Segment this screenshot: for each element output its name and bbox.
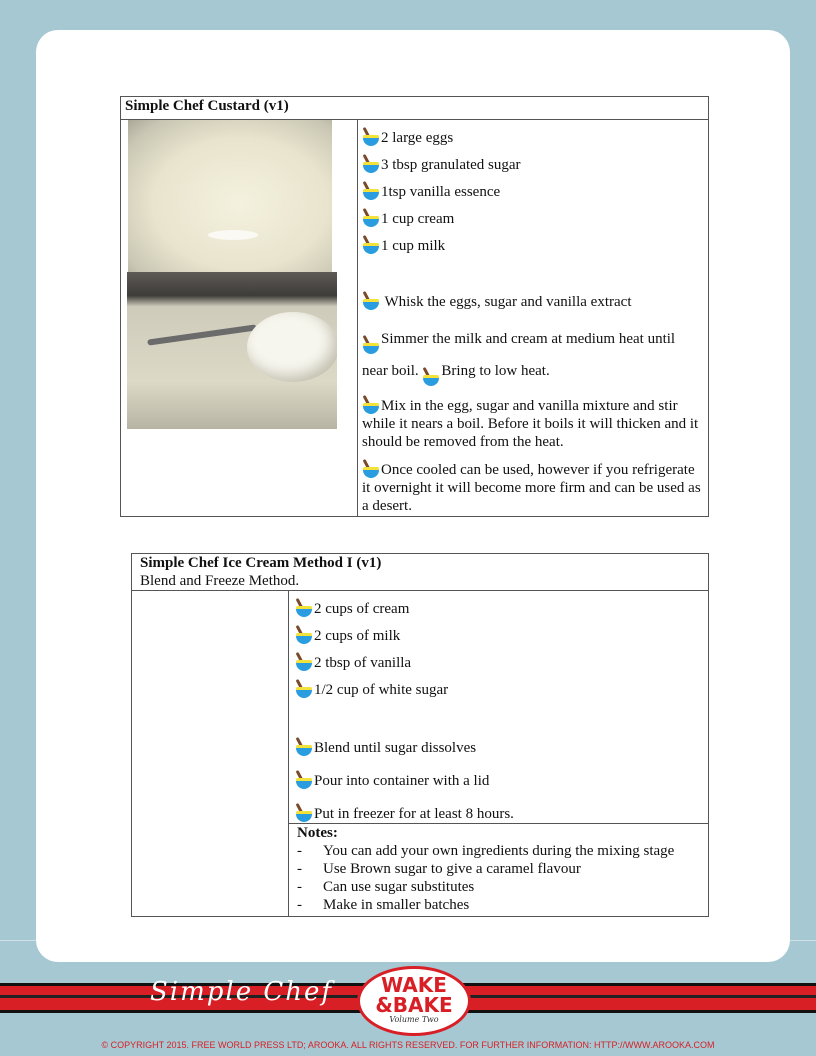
ingredient-item: 3 tbsp granulated sugar (362, 147, 704, 174)
mixing-bowl-icon (362, 154, 380, 174)
divider-left (0, 940, 36, 941)
mixing-bowl-icon (295, 803, 313, 823)
ingredient-item: 1 cup milk (362, 228, 704, 255)
copyright-notice: © COPYRIGHT 2015. FREE WORLD PRESS LTD; AROOKA. ALL RIGHTS RESERVED. FOR FURTHER INFORMATION: HTTP://WWW.AROOKA.COM (101, 1040, 715, 1050)
note-item: - Use Brown sugar to give a caramel flavour (297, 861, 581, 877)
mixing-bowl-icon (362, 127, 380, 147)
mixing-bowl-icon (295, 737, 313, 757)
mixing-bowl-icon (362, 291, 380, 311)
ice-cream-subtitle: Blend and Freeze Method. (140, 573, 300, 589)
custard-content-cell (358, 120, 709, 517)
mixing-bowl-icon (362, 208, 380, 228)
notes-label: Notes: (297, 825, 338, 841)
ingredient-item: 1/2 cup of white sugar (295, 672, 704, 699)
mixing-bowl-icon (295, 598, 313, 618)
mixing-bowl-icon (362, 459, 380, 479)
ingredient-item: 2 cups of milk (295, 618, 704, 645)
mixing-bowl-icon (295, 652, 313, 672)
mixing-bowl-icon (295, 679, 313, 699)
ice-cream-recipe-table (131, 553, 709, 917)
step-item: Pour into container with a lid (295, 757, 704, 790)
custard-step: Once cooled can be used, however if you refrigerate it overnight it will become more firm and can be used as a desert. (362, 459, 704, 515)
custard-photo (128, 120, 332, 272)
custard-step: Whisk the eggs, sugar and vanilla extract (362, 291, 704, 311)
mixing-bowl-icon (362, 395, 380, 415)
ingredient-item: 2 cups of cream (295, 591, 704, 618)
custard-spoon-photo (127, 272, 337, 429)
custard-ingredients (362, 120, 704, 255)
ice-cream-content-cell (289, 591, 709, 824)
ingredient-item: 2 tbsp of vanilla (295, 645, 704, 672)
custard-step: Mix in the egg, sugar and vanilla mixture and stir while it nears a boil. Before it boils it will thicken and it should be removed from the heat. (362, 395, 704, 451)
mixing-bowl-icon (362, 335, 380, 355)
mixing-bowl-icon (295, 625, 313, 645)
mixing-bowl-icon (295, 770, 313, 790)
ingredient-item: 2 large eggs (362, 120, 704, 147)
divider-right (790, 940, 816, 941)
mixing-bowl-icon (362, 235, 380, 255)
ingredient-item: 1tsp vanilla essence (362, 174, 704, 201)
step-item: Put in freezer for at least 8 hours. (295, 790, 704, 823)
ice-cream-title: Simple Chef Ice Cream Method I (v1) (140, 555, 382, 571)
note-item: - Can use sugar substitutes (297, 879, 475, 895)
brand-logo-text: Simple Chef (150, 977, 334, 1007)
note-item: - Make in smaller batches (297, 897, 470, 913)
notes-cell (289, 824, 709, 917)
ingredient-item: 1 cup cream (362, 201, 704, 228)
step-item: Blend until sugar dissolves (295, 725, 704, 757)
note-item: - You can add your own ingredients during the mixing stage (297, 843, 675, 859)
mixing-bowl-icon (362, 181, 380, 201)
custard-title: Simple Chef Custard (v1) (121, 97, 709, 120)
custard-step: Simmer the milk and cream at medium heat until near boil. Bring to low heat. (362, 323, 704, 387)
wake-and-bake-logo: WAKE &BAKE Volume Two (357, 966, 471, 1036)
ice-cream-header (132, 554, 709, 591)
mixing-bowl-icon (422, 367, 440, 387)
ice-cream-empty-cell (132, 591, 289, 917)
